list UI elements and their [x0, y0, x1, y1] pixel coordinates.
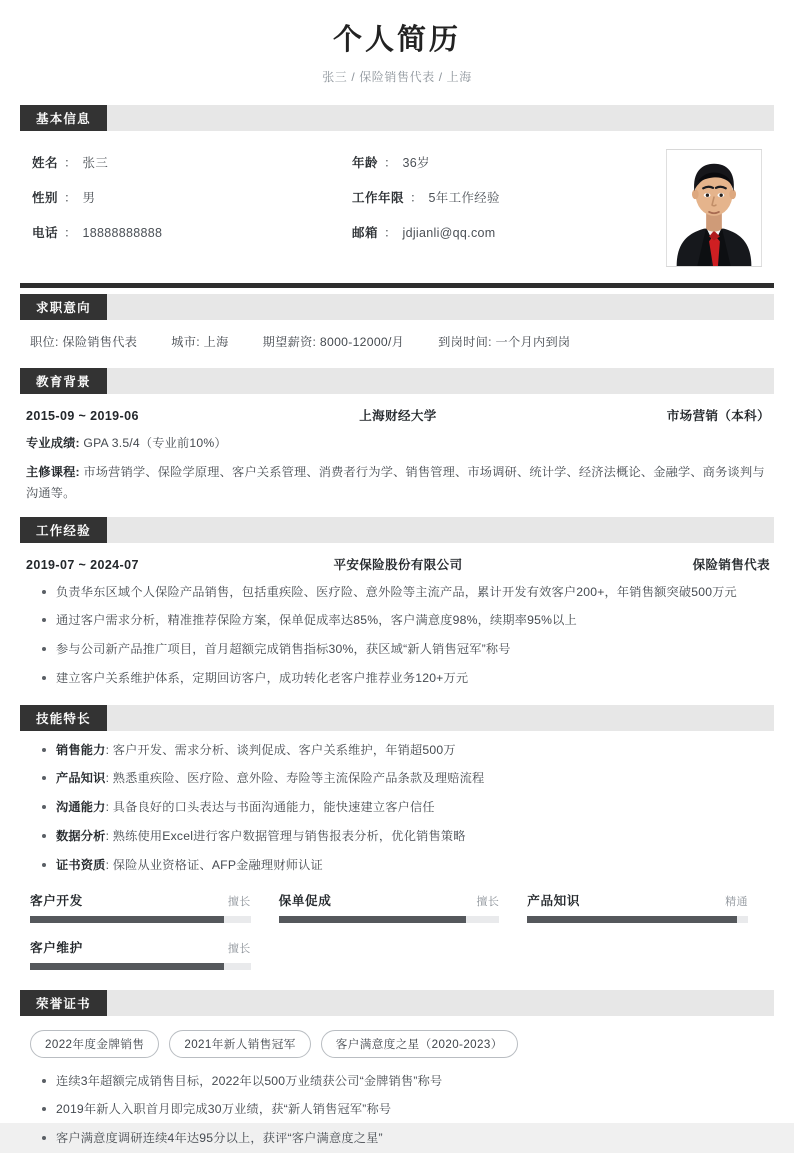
education-courses-value: 市场营销学、保险学原理、客户关系管理、消费者行为学、销售管理、市场调研、统计学、经济法概论、金融学、商务谈判与沟通等。: [26, 465, 765, 500]
field-separator: ：: [384, 226, 397, 241]
section-bar: [107, 990, 774, 1016]
education-school: 上海财经大学: [359, 409, 437, 424]
skill-label: 沟通能力: [56, 800, 106, 815]
list-item: 负责华东区域个人保险产品销售，包括重疾险、医疗险、意外险等主流产品，累计开发有效客户200+，年销售额突破500万元: [42, 583, 766, 603]
intention-salary: 期望薪资: 8000-12000/月: [262, 335, 405, 350]
skill-meter-fill: [30, 916, 224, 923]
list-item: 通过客户需求分析，精准推荐保险方案，保单促成率达85%，客户满意度98%，续期率95%以上: [42, 611, 766, 631]
list-item: 客户满意度调研连续4年达95分以上，获评“客户满意度之星”: [42, 1129, 766, 1149]
skill-meter-name: 客户维护: [30, 940, 83, 955]
skill-text: 具备良好的口头表达与书面沟通能力，能快速建立客户信任: [112, 800, 435, 815]
education-courses: [20, 453, 774, 502]
list-item: 建立客户关系维护体系，定期回访客户，成功转化老客户推荐业务120+万元: [42, 669, 766, 689]
intention-position: 职位: 保险销售代表: [30, 335, 138, 350]
field-separator: ：: [410, 191, 423, 206]
skill-meter: [24, 937, 273, 984]
work-bullet-list: [20, 573, 774, 693]
avatar: [666, 149, 762, 267]
education-major: 市场营销（本科）: [666, 409, 770, 424]
education-gpa-value: GPA 3.5/4（专业前10%）: [83, 436, 227, 451]
field-label: 姓名: [32, 156, 59, 171]
field-label: 性别: [32, 191, 59, 206]
field-value: 男: [82, 191, 96, 206]
section-bar: [107, 705, 774, 731]
section-title-basic: 基本信息: [20, 105, 107, 131]
field-value: 36岁: [402, 156, 430, 171]
job-intention-row: [20, 320, 774, 362]
section-header-intention: [20, 294, 774, 320]
section-title-intention: 求职意向: [20, 294, 107, 320]
list-item: [42, 741, 766, 761]
education-gpa: [20, 424, 774, 453]
section-bar: [107, 105, 774, 131]
skill-separator: :: [105, 800, 110, 815]
skill-meter: [24, 890, 273, 937]
honors-bullet-list: [20, 1062, 774, 1153]
education-courses-label: 主修课程:: [26, 465, 80, 480]
section-divider: [20, 283, 774, 288]
education-gpa-label: 专业成绩:: [26, 436, 80, 451]
page-title: 个人简历: [332, 24, 461, 56]
field-value: 张三: [82, 156, 109, 171]
page-subtitle: 张三 / 保险销售代表 / 上海: [322, 70, 472, 85]
field-age: [352, 153, 666, 171]
field-value: jdjianli@qq.com: [402, 226, 496, 241]
section-bar: [107, 368, 774, 394]
resume-header: [20, 0, 774, 99]
field-value: 18888888888: [82, 226, 163, 241]
list-item: [42, 827, 766, 847]
field-value: 5年工作经验: [428, 191, 500, 206]
skill-meter-level: 擅长: [227, 942, 251, 955]
list-item: [42, 769, 766, 789]
field-gender: [32, 188, 352, 206]
work-position: 保险销售代表: [692, 557, 770, 572]
field-label: 电话: [32, 226, 59, 241]
skills-bullet-list: [20, 731, 774, 880]
field-name: [32, 153, 352, 171]
list-item: 2019年新人入职首月即完成30万业绩，获“新人销售冠军”称号: [42, 1100, 766, 1120]
section-bar: [107, 294, 774, 320]
skill-meter-group: [20, 880, 774, 988]
skill-meter: [273, 890, 522, 937]
portrait-photo-icon: [667, 150, 761, 266]
section-header-skills: [20, 705, 774, 731]
skill-text: 保险从业资格证、AFP金融理财师认证: [112, 857, 323, 872]
list-item: [42, 856, 766, 876]
skill-label: 产品知识: [56, 771, 106, 786]
basic-info-block: [20, 131, 774, 281]
status-badge: 2021年新人销售冠军: [169, 1030, 310, 1058]
section-title-honors: 荣誉证书: [20, 990, 107, 1016]
skill-separator: :: [105, 828, 110, 843]
skill-meter-name: 产品知识: [527, 893, 581, 908]
work-entry-head: [20, 543, 774, 573]
section-title-skills: 技能特长: [20, 705, 107, 731]
field-separator: ：: [384, 156, 397, 171]
skill-meter-track: [527, 916, 748, 923]
skill-meter-fill: [279, 916, 467, 923]
section-bar: [107, 517, 774, 543]
skill-text: 熟练使用Excel进行客户数据管理与销售报表分析，优化销售策略: [112, 828, 466, 843]
list-item: 参与公司新产品推广项目，首月超额完成销售指标30%，获区域“新人销售冠军”称号: [42, 640, 766, 660]
field-separator: ：: [64, 156, 77, 171]
skill-text: 熟悉重疾险、医疗险、意外险、寿险等主流保险产品条款及理赔流程: [112, 771, 485, 786]
education-entry-head: [20, 394, 774, 424]
skill-separator: :: [105, 771, 110, 786]
skill-label: 数据分析: [56, 828, 106, 843]
section-title-work: 工作经验: [20, 517, 107, 543]
education-period: 2015-09 ~ 2019-06: [26, 409, 139, 424]
section-header-education: [20, 368, 774, 394]
skill-meter-level: 擅长: [227, 895, 251, 908]
skill-text: 客户开发、需求分析、谈判促成、客户关系维护，年销超500万: [112, 742, 456, 757]
field-separator: ：: [64, 191, 77, 206]
skill-meter-fill: [527, 916, 737, 923]
basic-info-grid: [20, 149, 666, 241]
section-header-honors: [20, 990, 774, 1016]
section-header-work: [20, 517, 774, 543]
skill-separator: :: [105, 857, 110, 872]
skill-meter-fill: [30, 963, 224, 970]
field-label: 年龄: [352, 156, 379, 171]
field-email: [352, 223, 666, 241]
skill-meter-track: [279, 916, 500, 923]
field-label: 邮箱: [352, 226, 379, 241]
skill-meter-level: 精通: [725, 895, 748, 908]
work-period: 2019-07 ~ 2024-07: [26, 557, 139, 572]
field-label: 工作年限: [352, 191, 405, 206]
skill-meter-level: 擅长: [476, 895, 500, 908]
section-header-basic: [20, 105, 774, 131]
field-separator: ：: [64, 226, 77, 241]
skill-label: 销售能力: [56, 742, 106, 757]
skill-label: 证书资质: [56, 857, 106, 872]
skill-meter-name: 保单促成: [278, 893, 332, 908]
skill-meter: [521, 890, 770, 937]
field-phone: [32, 223, 352, 241]
skill-meter-track: [30, 916, 251, 923]
intention-availability: 到岗时间: 一个月内到岗: [438, 335, 571, 350]
honor-pill-group: [20, 1016, 774, 1062]
field-experience-years: [352, 188, 666, 206]
skill-meter-header: [30, 890, 251, 909]
status-badge: 客户满意度之星（2020-2023）: [321, 1030, 518, 1058]
intention-city: 城市: 上海: [171, 335, 229, 350]
list-item: [42, 798, 766, 818]
skill-separator: :: [105, 742, 110, 757]
section-title-education: 教育背景: [20, 368, 107, 394]
list-item: 连续3年超额完成销售目标，2022年以500万业绩获公司“金牌销售”称号: [42, 1072, 766, 1092]
skill-meter-header: [30, 937, 251, 956]
status-badge: 2022年度金牌销售: [30, 1030, 159, 1058]
skill-meter-header: [279, 890, 500, 909]
skill-meter-name: 客户开发: [30, 893, 83, 908]
skill-meter-header: [527, 890, 748, 909]
work-company: 平安保险股份有限公司: [333, 557, 463, 572]
skill-meter-track: [30, 963, 251, 970]
